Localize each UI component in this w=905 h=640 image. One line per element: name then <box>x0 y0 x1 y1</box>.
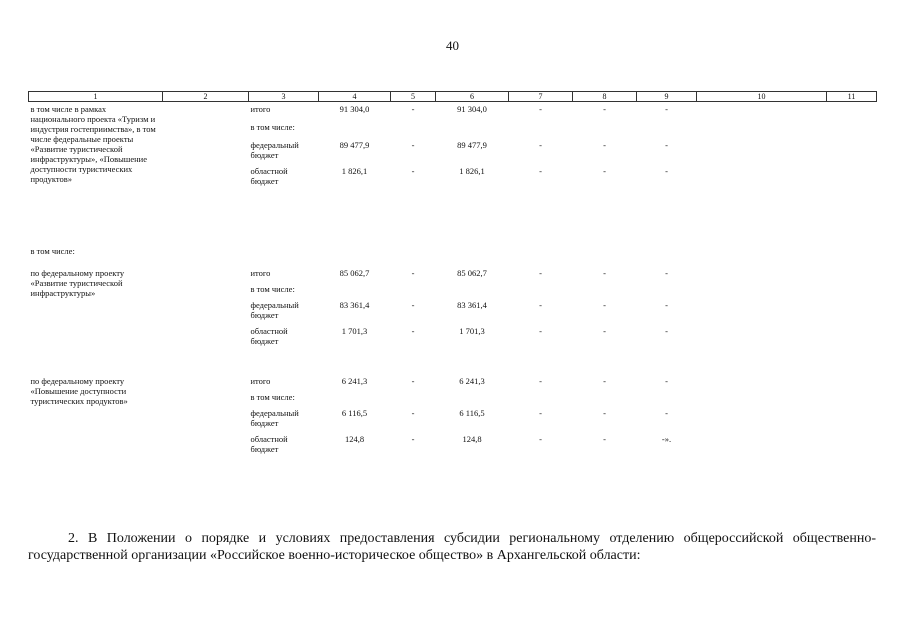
cell-value: - <box>411 408 415 418</box>
cell-value: - <box>539 104 542 114</box>
cell-value: - <box>539 300 542 310</box>
column-header: 7 <box>509 92 573 102</box>
column-header: 5 <box>391 92 436 102</box>
cell-value: - <box>665 140 668 150</box>
column-header: 8 <box>573 92 637 102</box>
cell-value: - <box>665 268 668 278</box>
cell-value: - <box>603 326 606 336</box>
cell-category: федеральный бюджет <box>250 140 299 160</box>
column-header: 9 <box>637 92 697 102</box>
cell-value: - <box>539 140 542 150</box>
table-row <box>29 102 877 115</box>
cell-value: 124,8 <box>462 434 482 444</box>
cell-category: итого <box>250 268 271 278</box>
cell-value: - <box>603 376 606 386</box>
cell-value: 6 116,5 <box>459 408 485 418</box>
cell-value: - <box>603 408 606 418</box>
column-header: 10 <box>697 92 827 102</box>
cell-value: 1 701,3 <box>459 326 485 336</box>
cell-value: - <box>603 104 606 114</box>
cell-category: в том числе: <box>250 284 295 294</box>
cell-value: 6 116,5 <box>341 408 368 418</box>
cell-value: - <box>665 104 668 114</box>
cell-value: 91 304,0 <box>339 104 370 114</box>
cell-value: - <box>603 140 606 150</box>
cell-value: 124,8 <box>344 434 365 444</box>
cell-value: - <box>665 408 668 418</box>
cell-value: 6 241,3 <box>341 376 368 386</box>
cell-value: 85 062,7 <box>339 268 370 278</box>
cell-category: федеральный бюджет <box>250 408 299 428</box>
page-number: 40 <box>446 38 459 53</box>
cell-category: федеральный бюджет <box>250 300 299 320</box>
cell-value: - <box>539 326 542 336</box>
cell-value: 89 477,9 <box>339 140 370 150</box>
cell-value: - <box>411 376 415 386</box>
column-header: 3 <box>249 92 319 102</box>
cell-value: - <box>603 166 606 176</box>
row-label: по федеральному проекту «Повышение доступности туристических продуктов» <box>30 376 128 406</box>
cell-value: - <box>411 166 415 176</box>
cell-category: итого <box>250 104 271 114</box>
cell-value: - <box>603 268 606 278</box>
cell-value: - <box>665 326 668 336</box>
cell-value: - <box>539 434 542 444</box>
table-header-row <box>29 92 877 102</box>
column-header: 11 <box>827 92 877 102</box>
cell-value: - <box>539 376 542 386</box>
cell-value: 1 826,1 <box>341 166 368 176</box>
column-header: 6 <box>436 92 509 102</box>
cell-category: областной бюджет <box>250 326 288 346</box>
cell-value: 85 062,7 <box>457 268 487 278</box>
cell-value: - <box>539 166 542 176</box>
cell-value: - <box>411 104 415 114</box>
table-row <box>29 266 877 278</box>
table-row <box>29 374 877 386</box>
cell-value: - <box>411 326 415 336</box>
cell-value: - <box>539 268 542 278</box>
cell-value: 83 361,4 <box>339 300 370 310</box>
row-label: в том числе: <box>30 246 75 256</box>
cell-value: -». <box>661 434 672 444</box>
cell-value: 1 701,3 <box>341 326 368 336</box>
table-row <box>29 242 877 266</box>
cell-value: - <box>411 268 415 278</box>
row-label: по федеральному проекту «Развитие туристической инфраструктуры» <box>30 268 125 298</box>
cell-value: - <box>411 300 415 310</box>
cell-value: 1 826,1 <box>459 166 485 176</box>
cell-category: в том числе: <box>250 392 295 402</box>
body-paragraph: 2. В Положении о порядке и условиях предоставления субсидии региональному отделению общероссийской общественно-государственной организации «Российское военно-историческое общество» в Архангельской области: <box>28 531 876 563</box>
column-header: 4 <box>319 92 391 102</box>
cell-value: - <box>665 376 668 386</box>
cell-category: областной бюджет <box>250 166 288 186</box>
budget-table <box>28 91 877 454</box>
cell-value: 83 361,4 <box>457 300 487 310</box>
cell-value: - <box>411 140 415 150</box>
cell-value: - <box>603 434 606 444</box>
cell-value: - <box>603 300 606 310</box>
cell-value: 89 477,9 <box>457 140 487 150</box>
cell-value: 91 304,0 <box>457 104 487 114</box>
column-header: 1 <box>29 92 163 102</box>
cell-value: - <box>665 166 668 176</box>
cell-category: в том числе: <box>250 122 295 132</box>
cell-category: областной бюджет <box>250 434 288 454</box>
column-header: 2 <box>163 92 249 102</box>
cell-category: итого <box>250 376 271 386</box>
cell-value: - <box>665 300 668 310</box>
cell-value: - <box>539 408 542 418</box>
row-label: в том числе в рамках национального проекта «Туризм и индустрия гостеприимства», в том числе федеральные проекты «Развитие туристической инфраструктуры», «Повышение доступности туристических продуктов» <box>30 104 156 184</box>
cell-value: 6 241,3 <box>459 376 485 386</box>
cell-value: - <box>411 434 415 444</box>
